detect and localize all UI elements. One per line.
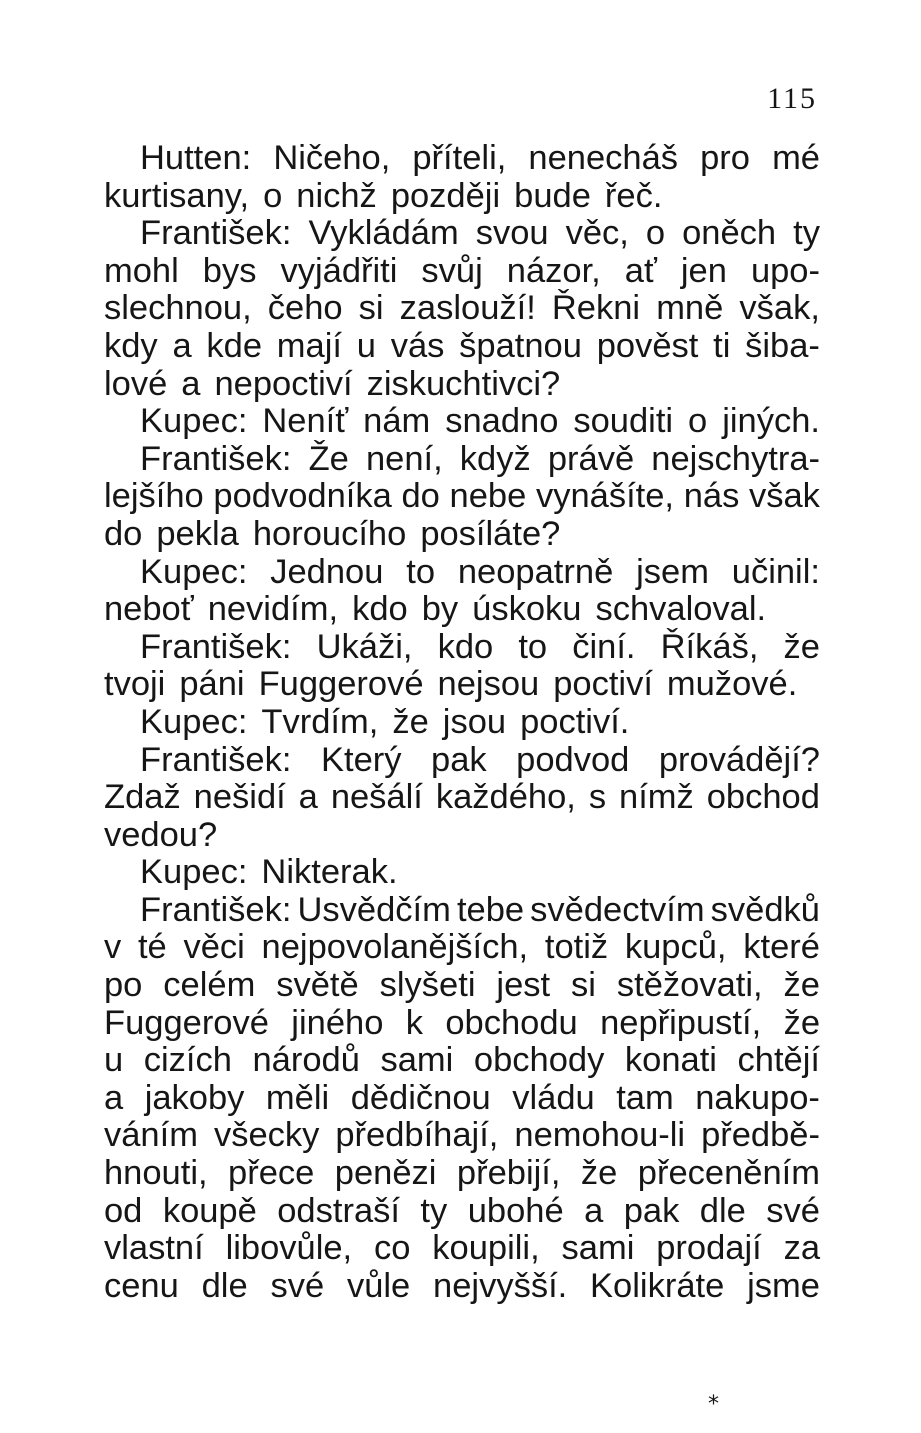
word: totiž <box>544 928 609 967</box>
word: dle <box>699 1191 746 1230</box>
word: Zdaž <box>104 778 181 817</box>
word: František: <box>140 439 292 478</box>
word: nakupo- <box>695 1078 820 1117</box>
word: jakoby <box>144 1078 245 1117</box>
word: u <box>104 1041 124 1080</box>
word: neopatrně <box>457 552 614 591</box>
word: Fuggerové <box>104 1003 269 1042</box>
word: jsem <box>636 552 709 591</box>
word: Že <box>308 439 349 478</box>
word: penězi <box>334 1154 437 1193</box>
word: Kupec: <box>140 702 248 741</box>
word: měli <box>265 1078 330 1117</box>
word: dědičnou <box>350 1078 491 1117</box>
text-line <box>104 892 820 930</box>
word: obchody <box>473 1041 605 1080</box>
word: svůj <box>421 251 483 290</box>
word: právě <box>547 439 635 478</box>
text-line <box>104 817 820 855</box>
word: Jednou <box>270 552 384 591</box>
word: odstraší <box>277 1191 400 1230</box>
word: jsou <box>442 702 507 741</box>
word: kdy <box>104 326 158 365</box>
word: páni <box>179 665 245 704</box>
word: Ničeho, <box>273 139 391 177</box>
word: Usvědčím <box>297 890 451 929</box>
word: národů <box>252 1041 360 1080</box>
text-line <box>104 1080 820 1118</box>
word: že <box>580 1154 618 1193</box>
word: slechnou, <box>104 289 252 328</box>
word: ubohé <box>467 1191 564 1230</box>
text-line <box>104 1117 820 1155</box>
word: a <box>298 778 318 817</box>
text-line <box>104 629 820 667</box>
word: provádějí? <box>658 740 820 779</box>
word: obchod <box>706 778 820 817</box>
word: bys <box>202 251 257 290</box>
text-line <box>104 215 820 253</box>
word: věc, <box>565 214 629 253</box>
word: každého, <box>435 778 576 817</box>
word: neboť <box>104 590 194 629</box>
word: Kupec: <box>140 853 248 892</box>
word: pro <box>700 139 750 177</box>
word: že <box>783 966 820 1005</box>
word: přece <box>228 1154 315 1193</box>
word: nepoctiví <box>214 364 353 403</box>
word: když <box>459 439 531 478</box>
word: nejschytra- <box>651 439 820 478</box>
word: ty <box>420 1191 448 1230</box>
word: kurtisany, <box>104 176 250 215</box>
signature-mark: * <box>708 1392 719 1417</box>
text-line <box>104 779 820 817</box>
word: špatnou <box>459 326 582 365</box>
word: mně <box>656 289 724 328</box>
page-text <box>104 140 820 1305</box>
word: dle <box>201 1266 248 1305</box>
word: činí. <box>572 627 636 666</box>
word: vynášíte, <box>535 477 675 516</box>
text-line <box>104 967 820 1005</box>
word: není, <box>365 439 443 478</box>
word: podvodníka <box>213 477 392 516</box>
word: sami <box>561 1229 635 1268</box>
word: po <box>104 966 143 1005</box>
word: bude <box>514 176 591 215</box>
word: tvoji <box>104 665 166 704</box>
word: nímž <box>619 778 694 817</box>
word: věci <box>183 928 245 967</box>
word: učinil: <box>731 552 820 591</box>
word: nemohou-li <box>514 1116 686 1155</box>
word: oněch <box>682 214 777 253</box>
text-line <box>104 1155 820 1193</box>
word: Nikterak. <box>261 853 398 892</box>
word: slyšeti <box>379 966 476 1005</box>
word: Řekni <box>551 289 641 328</box>
word: Který <box>320 740 402 779</box>
word: o <box>263 176 283 215</box>
text-line <box>104 403 820 441</box>
text-line <box>104 554 820 592</box>
word: jen <box>680 251 727 290</box>
word: pověst <box>596 326 699 365</box>
word: konati <box>624 1041 717 1080</box>
word: jest <box>496 966 551 1005</box>
word: Fuggerové <box>258 665 424 704</box>
text-line <box>104 328 820 366</box>
word: ty <box>793 214 820 253</box>
word: mají <box>276 326 342 365</box>
word: čeho <box>267 289 343 328</box>
word: později <box>390 176 501 215</box>
text-line <box>104 591 820 629</box>
word: o <box>688 402 708 441</box>
word: nichž <box>296 176 377 215</box>
word: vyjádřiti <box>280 251 398 290</box>
word: posíláte? <box>420 514 561 553</box>
word: své <box>766 1191 820 1230</box>
text-line <box>104 1268 820 1306</box>
word: lové <box>104 364 168 403</box>
word: si <box>571 966 596 1005</box>
word: tebe <box>456 890 525 929</box>
word: podvod <box>516 740 630 779</box>
word: k <box>405 1003 423 1042</box>
word: nepřipustí, <box>600 1003 762 1042</box>
word: hnouti, <box>104 1154 208 1193</box>
word: s <box>588 778 607 817</box>
word: do <box>401 477 440 516</box>
word: mé <box>772 139 820 177</box>
word: to <box>406 552 436 591</box>
word: vládu <box>512 1078 595 1117</box>
word: ti <box>713 326 731 365</box>
word: nejvyšší. <box>433 1266 568 1305</box>
word: co <box>374 1229 411 1268</box>
word: horoucího <box>252 514 407 553</box>
word: nešálí <box>330 778 423 817</box>
word: vedou? <box>104 815 218 854</box>
text-line <box>104 704 820 742</box>
text-line <box>104 253 820 291</box>
word: chtějí <box>737 1041 820 1080</box>
word: František: <box>140 890 292 929</box>
word: schvaloval. <box>595 590 767 629</box>
word: nejsou <box>437 665 540 704</box>
word: světě <box>276 966 359 1005</box>
word: ziskuchtivci? <box>366 364 561 403</box>
word: své <box>270 1266 325 1305</box>
word: pak <box>431 740 487 779</box>
word: pak <box>623 1191 680 1230</box>
text-line <box>104 666 820 704</box>
word: lejšího <box>104 477 204 516</box>
word: a <box>104 1078 124 1117</box>
word: to <box>518 627 548 666</box>
word: snadno <box>445 402 559 441</box>
page-number: 115 <box>767 82 817 115</box>
word: a <box>181 364 201 403</box>
word: že <box>783 1003 820 1042</box>
word: nás <box>683 477 740 516</box>
word: šiba- <box>745 326 820 365</box>
word: souditi <box>573 402 674 441</box>
word: však <box>749 477 820 516</box>
word: Ukáži, <box>316 627 413 666</box>
word: všecky <box>213 1116 320 1155</box>
word: poctiví. <box>520 702 630 741</box>
word: nebe <box>449 477 527 516</box>
word: nám <box>363 402 431 441</box>
word: jiných. <box>722 402 820 441</box>
text-line <box>104 1005 820 1043</box>
text-line <box>104 742 820 780</box>
word: stěžovati, <box>616 966 763 1005</box>
text-line <box>104 1230 820 1268</box>
word: upo- <box>750 251 820 290</box>
word: libovůle, <box>225 1229 353 1268</box>
word: kdo <box>352 590 408 629</box>
word: kupců, <box>624 928 727 967</box>
word: váním <box>104 1116 198 1155</box>
word: Neníť <box>262 402 349 441</box>
word: mohl <box>104 251 179 290</box>
word: cizích <box>143 1041 232 1080</box>
word: vlastní <box>104 1229 204 1268</box>
word: že <box>392 702 429 741</box>
word: Hutten: <box>140 139 252 177</box>
word: František: <box>140 740 292 779</box>
word: sami <box>380 1041 454 1080</box>
word: jiného <box>291 1003 384 1042</box>
word: svědectvím <box>530 890 705 929</box>
word: předbě- <box>701 1116 820 1155</box>
word: nešidí <box>193 778 286 817</box>
word: cenu <box>104 1266 179 1305</box>
text-line <box>104 929 820 967</box>
word: Vykládám <box>308 214 459 253</box>
text-line <box>104 366 820 404</box>
word: kde <box>206 326 263 365</box>
word: u <box>356 326 376 365</box>
word: které <box>743 928 820 967</box>
word: Kolikráte <box>590 1266 725 1305</box>
word: přeceněním <box>637 1154 820 1193</box>
text-line <box>104 478 820 516</box>
word: od <box>104 1191 143 1230</box>
word: nenecháš <box>528 139 679 177</box>
text-line <box>104 854 820 892</box>
word: zaslouží! <box>399 289 536 328</box>
word: pekla <box>156 514 239 553</box>
text-line <box>104 290 820 328</box>
word: obchodu <box>445 1003 578 1042</box>
word: kdo <box>437 627 494 666</box>
text-line <box>104 441 820 479</box>
word: té <box>137 928 167 967</box>
word: by <box>421 590 459 629</box>
word: Tvrdím, <box>261 702 379 741</box>
word: že <box>783 627 820 666</box>
word: vůle <box>346 1266 411 1305</box>
word: řeč. <box>604 176 663 215</box>
word: František: <box>140 214 292 253</box>
word: si <box>358 289 384 328</box>
word: svou <box>475 214 549 253</box>
word: Kupec: <box>140 402 248 441</box>
word: předbíhají, <box>335 1116 499 1155</box>
text-line <box>104 516 820 554</box>
word: názor, <box>506 251 601 290</box>
word: František: <box>140 627 292 666</box>
text-line <box>104 140 820 178</box>
word: ať <box>624 251 657 290</box>
word: do <box>104 514 143 553</box>
word: nevidím, <box>207 590 339 629</box>
word: příteli, <box>412 139 507 177</box>
text-line <box>104 178 820 216</box>
word: koupě <box>162 1191 257 1230</box>
word: přebijí, <box>456 1154 561 1193</box>
text-line <box>104 1042 820 1080</box>
word: koupili, <box>432 1229 540 1268</box>
word: a <box>584 1191 604 1230</box>
word: v <box>104 928 122 967</box>
word: tam <box>616 1078 674 1117</box>
word: však, <box>739 289 820 328</box>
word: za <box>783 1229 820 1268</box>
word: Říkáš, <box>660 627 759 666</box>
word: Kupec: <box>140 552 248 591</box>
word: prodají <box>656 1229 762 1268</box>
word: mužové. <box>666 665 798 704</box>
word: vás <box>390 326 445 365</box>
word: jsme <box>747 1266 820 1305</box>
word: poctiví <box>553 665 653 704</box>
word: a <box>172 326 192 365</box>
word: nejpovolanějších, <box>261 928 529 967</box>
word: o <box>645 214 666 253</box>
word: svědků <box>710 890 820 929</box>
text-line <box>104 1193 820 1231</box>
word: úskoku <box>472 590 582 629</box>
word: celém <box>163 966 256 1005</box>
